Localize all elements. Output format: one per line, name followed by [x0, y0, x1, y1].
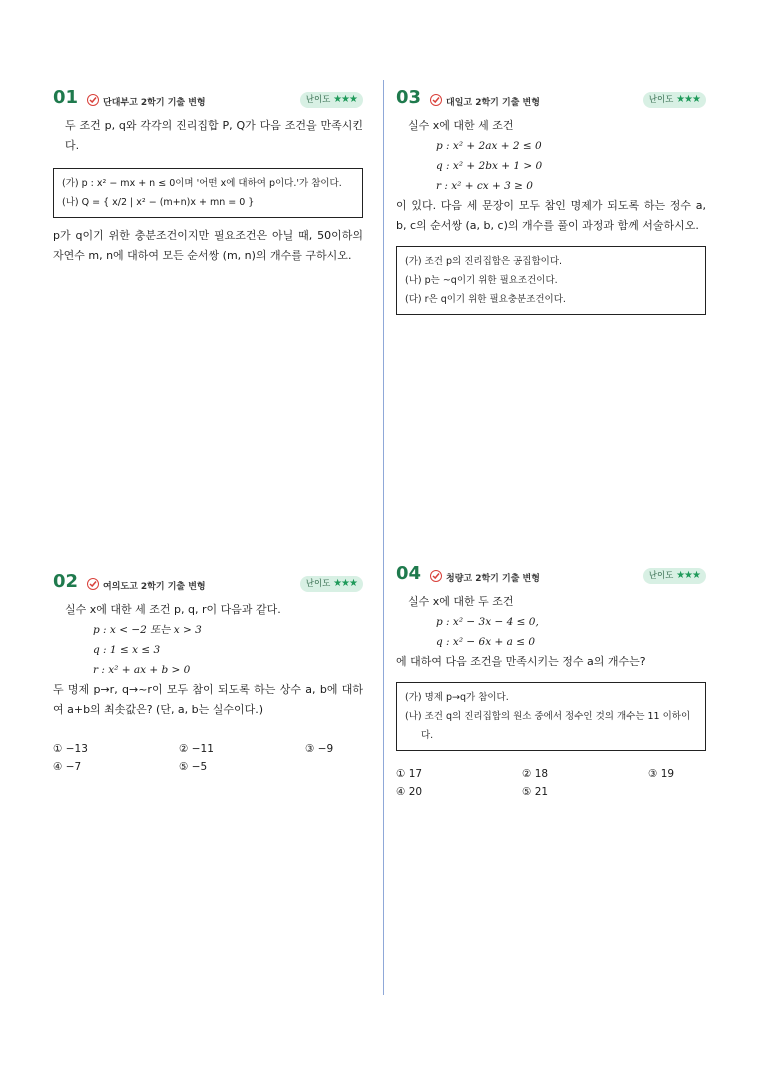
problem-source: 단대부고 2학기 기출 변형	[103, 98, 206, 108]
box-line: (가) p : x² − mx + n ≤ 0이며 '어떤 x에 대하여 p이다.'가 참이다.	[62, 178, 342, 189]
problem-question: 두 명제 p→r, q→~r이 모두 참이 되도록 하는 상수 a, b에 대하여 a+b의 최솟값은? (단, a, b는 실수이다.)	[53, 683, 363, 716]
check-icon	[87, 578, 99, 590]
choice-2[interactable]: ② −11	[179, 743, 214, 755]
star-icon: ★★★	[676, 570, 700, 581]
star-icon: ★★★	[333, 94, 357, 105]
problem-header	[53, 571, 363, 596]
check-icon	[430, 94, 442, 106]
problem-intro: 실수 x에 대한 세 조건	[408, 119, 514, 132]
difficulty-badge	[643, 568, 706, 584]
problem-question: 이 있다. 다음 세 문장이 모두 참인 명제가 되도록 하는 정수 a, b, c의 순서쌍 (a, b, c)의 개수를 풀이 과정과 함께 서술하시오.	[396, 199, 706, 232]
choice-2[interactable]: ② 18	[522, 768, 549, 780]
box-line: (나) Q = { x/2 | x² − (m+n)x + mn = 0 }	[62, 197, 255, 208]
star-icon: ★★★	[676, 94, 700, 105]
answer-choices	[53, 740, 363, 776]
star-icon: ★★★	[333, 578, 357, 589]
choice-3[interactable]: ③ −9	[305, 743, 334, 755]
problem-04	[396, 563, 706, 801]
problem-intro: 실수 x에 대한 세 조건 p, q, r이 다음과 같다.	[65, 603, 281, 616]
choice-5[interactable]: ⑤ 21	[522, 786, 549, 798]
check-icon	[430, 570, 442, 582]
condition-line: p : x² − 3x − 4 ≤ 0,	[436, 616, 539, 628]
condition-line: q : x² − 6x + a ≤ 0	[436, 636, 536, 648]
condition-line: p : x² + 2ax + 2 ≤ 0	[436, 140, 542, 152]
problem-question: 에 대하여 다음 조건을 만족시키는 정수 a의 개수는?	[396, 655, 646, 668]
condition-line: r : x² + ax + b > 0	[93, 664, 191, 676]
problem-header	[396, 563, 706, 588]
problem-intro: 두 조건 p, q와 각각의 진리집합 P, Q가 다음 조건을 만족시킨다.	[65, 119, 363, 152]
box-line: (가) 명제 p→q가 참이다.	[405, 692, 509, 703]
condition-box	[53, 168, 363, 218]
difficulty-label: 난이도	[648, 95, 674, 105]
condition-line: q : 1 ≤ x ≤ 3	[93, 644, 161, 656]
problem-source: 대일고 2학기 기출 변형	[446, 98, 540, 108]
box-line: (나) p는 ~q이기 위한 필요조건이다.	[405, 275, 558, 286]
condition-line: p : x < −2 또는 x > 3	[93, 624, 202, 636]
problem-number: 02	[53, 571, 79, 592]
box-line: (가) 조건 p의 진리집합은 공집합이다.	[405, 256, 563, 267]
check-icon	[87, 94, 99, 106]
choice-3[interactable]: ③ 19	[648, 768, 675, 780]
column-divider	[383, 80, 384, 995]
condition-line: q : x² + 2bx + 1 > 0	[436, 160, 543, 172]
problem-question: p가 q이기 위한 충분조건이지만 필요조건은 아닐 때, 50이하의 자연수 m, n에 대하여 모든 순서쌍 (m, n)의 개수를 구하시오.	[53, 229, 363, 262]
choice-1[interactable]: ① 17	[396, 768, 423, 780]
difficulty-label: 난이도	[648, 571, 674, 581]
choice-1[interactable]: ① −13	[53, 743, 88, 755]
difficulty-label: 난이도	[305, 95, 331, 105]
condition-line: r : x² + cx + 3 ≥ 0	[436, 180, 533, 192]
problem-02	[53, 571, 363, 776]
choice-4[interactable]: ④ 20	[396, 786, 423, 798]
box-line: (다) r은 q이기 위한 필요충분조건이다.	[405, 294, 566, 305]
difficulty-badge	[300, 576, 363, 592]
choice-4[interactable]: ④ −7	[53, 761, 82, 773]
condition-box	[396, 682, 706, 751]
problem-number: 01	[53, 87, 79, 108]
problem-source: 청량고 2학기 기출 변형	[446, 574, 540, 584]
difficulty-badge	[643, 92, 706, 108]
problem-header	[53, 87, 363, 112]
condition-box	[396, 246, 706, 315]
problem-01	[53, 87, 363, 266]
problem-header	[396, 87, 706, 112]
difficulty-label: 난이도	[305, 579, 331, 589]
difficulty-badge	[300, 92, 363, 108]
problem-intro: 실수 x에 대한 두 조건	[408, 595, 514, 608]
problem-03	[396, 87, 706, 321]
answer-choices	[396, 765, 706, 801]
problem-source: 여의도고 2학기 기출 변형	[103, 582, 206, 592]
choice-5[interactable]: ⑤ −5	[179, 761, 208, 773]
problem-number: 04	[396, 563, 422, 584]
box-line: (나) 조건 q의 진리집합의 원소 중에서 정수인 것의 개수는 11 이하이다.	[405, 711, 691, 741]
problem-number: 03	[396, 87, 422, 108]
